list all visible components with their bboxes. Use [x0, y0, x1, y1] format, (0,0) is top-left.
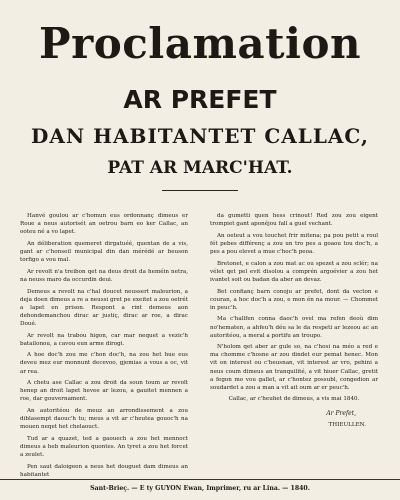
paragraph: Tud ar a quazet, ted a gaouech a zou het mennoct dimeus a heb maleurion quontes. An tyret a zou het forcet a zeulet. [20, 436, 188, 459]
date-line: Callac, ar c'heuhet de dimeus, a vis mai 1840. [228, 396, 360, 403]
signature-name: THIEULLEN. [328, 422, 366, 429]
paragraph: Ar revolt na trabou higon, car mar nequet a vezic'h batailonou, a cavou eun arme dirogi. [20, 332, 188, 347]
paragraph: N'holom qet aber ar gule so, na c'hosi na méo a red e ma chomme c'hosne ar zou dindet eur pemat henec. Mon vit on interest ou c'heusnan, vit interest ar vro, pehini a neus coum dimeus an tranquilité, a vit hiuer Callac, gretit a fegon mo vou gallet, ar c'hontez possubl, congedion ar soudardet a zou a man a vit ait oum ar er peuc'h. [210, 344, 378, 391]
left-text-column [20, 212, 188, 483]
paragraph: Ma c'hallfen conna daoc'h ovel ma refen deoù dim no'hematen, a ahfeu'h déu sa le da respeti ar lezeou ac an autoritéou, a meral a portifu an troupo. [210, 316, 378, 339]
paragraph: Hanvé goulou ar c'homun eus ordonnanç dimeus er Roue a neus autorisét an oetrou barn eo ker Callac, an ooteu né a vo lapet. [20, 213, 188, 236]
paragraph: Bretonet, e calon a zou mat ac ou spezet a zou sclér; na vélet qet pel evit disolou a comprén argoévier a zou het ivantet soit ou badan da aber an devaz. [210, 260, 378, 283]
footer-divider [0, 479, 400, 480]
paragraph: A chetu ase Callac a zou droit da soun toum ar revolt henep an droit lapet hevee ar lezou, a gauitet mennen a roe, dar gouvernament. [20, 380, 188, 403]
right-text-column [210, 212, 378, 433]
paragraph: Bet confianç barn conoju ar prefet, dont da vecton e couran, a hoc doc'h a zou, e mon én na mour. — Chommet in peuc'h. [210, 288, 378, 311]
poster-subtitle-habitantet: DAN HABITANTET CALLAC, [31, 124, 369, 148]
paragraph: A hoe doc'h zou me c'hon doc'h, na zou het hue eus deveu mez eur monnunt decevoo, gjemias a vous a oc, vit ar rea. [20, 352, 188, 375]
poster-subtitle-marchat: PAT AR MARC'HAT. [107, 158, 293, 178]
paragraph: da gumetti quen hess crinout! Red zou zou eigent trompiet gant aponéjou fall a guel vechant. [210, 213, 378, 228]
paragraph: Demeus a revolt na c'hal doucet neussert maleurion, a deja doen dimeus a re a neussi gret pe exeitet a zou oetrét a lapet en prison. Respont a rint demeus aon dehondemanchou dirac ar justiç, dirac ar roe, a dirac Doué. [20, 288, 188, 327]
paragraph: An oeteut a vou touchet frir mitena; pa pou petit a roul fét pebes différenç a zou un tro pes a goaou tou doc'h, a pes a pou elevet a mue c'hoc'h peoa. [210, 232, 378, 255]
paragraph: Pen saut daloigeen a neus het douguet dam dimeus an habitantet [20, 463, 188, 478]
paragraph: An autoritéou de meuz an arrondissement a zou diblasempt daouc'h tu; meus a vit ar c'heutea gouoc'h na mouen neqet het chelaouct. [20, 408, 188, 431]
poster-title: Proclamation [38, 19, 362, 68]
signature-title: Ar Prefet, [326, 409, 356, 417]
paragraph: An déliberation quemeret dirgatuéé, quentan de a vis, gant ar c'honseil municipal din dan mérédé ar beuson torfigo a vou mal. [20, 240, 188, 264]
paragraph: Ar revolt n'a treibon qet na deus droit da heméin netra, na neuss maro da occurdin deui. [20, 268, 188, 283]
poster-subtitle-prefet: AR PREFET [123, 85, 277, 114]
printer-imprint: Sant-Brieç. — E ty GUYON Ewan, Imprimer, ru ar Lina. — 1840. [90, 485, 310, 492]
title-divider [162, 190, 238, 191]
